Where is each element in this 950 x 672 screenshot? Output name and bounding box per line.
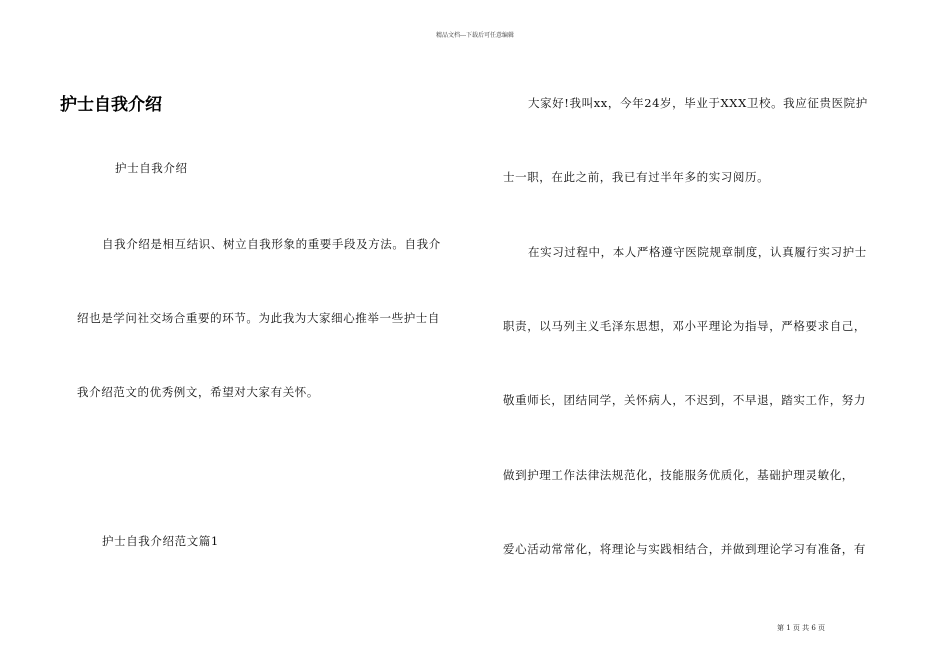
intro-line: 自我介绍是相互结识、树立自我形象的重要手段及方法。自我介 — [102, 237, 441, 251]
body-line: 在实习过程中，本人严格遵守医院规章制度，认真履行实习护士 — [528, 245, 867, 259]
intro-line: 我介绍范文的优秀例文，希望对大家有关怀。 — [77, 385, 319, 399]
body-line: 敬重师长，团结同学，关怀病人，不迟到，不早退，踏实工作，努力 — [503, 393, 866, 407]
body-line: 做到护理工作法律法规范化，技能服务优质化，基础护理灵敏化， — [503, 468, 854, 482]
body-line: 士一职，在此之前，我已有过半年多的实习阅历。 — [503, 170, 770, 184]
document-title: 护士自我介绍 — [60, 95, 162, 115]
section-heading: 护士自我介绍范文篇1 — [102, 534, 219, 548]
body-line: 爱心活动常常化，将理论与实践相结合，并做到理论学习有准备，有 — [503, 542, 866, 556]
subtitle: 护士自我介绍 — [115, 161, 188, 175]
body-line: 职责，以马列主义毛泽东思想，邓小平理论为指导，严格要求自己， — [503, 319, 866, 333]
page-number: 第 1 页 共 6 页 — [777, 624, 826, 632]
header-note: 精品文档---下载后可任意编辑 — [435, 32, 515, 39]
intro-line: 绍也是学问社交场合重要的环节。为此我为大家细心推举一些护士自 — [77, 311, 440, 325]
body-line: 大家好!我叫xx，今年24岁，毕业于XXX卫校。我应征贵医院护 — [528, 96, 868, 110]
